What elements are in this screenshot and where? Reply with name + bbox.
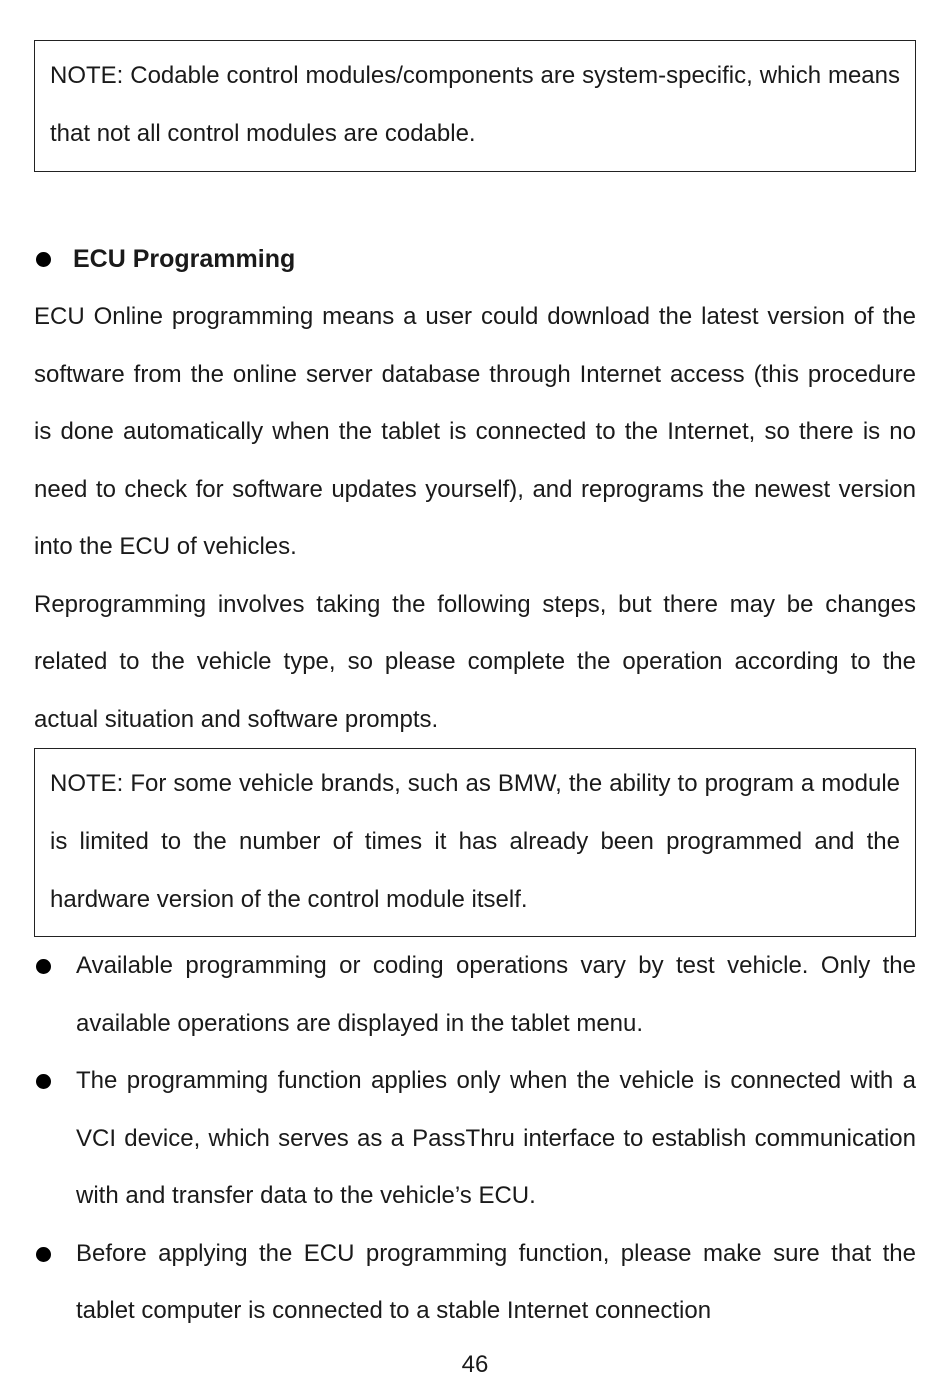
list-item-text: Before applying the ECU programming function, please make sure that the tablet computer is connected to a stable Internet connection — [76, 1239, 916, 1324]
section-heading-text: ECU Programming — [73, 245, 296, 273]
list-item — [34, 1052, 916, 1225]
list-item-text: Available programming or coding operations vary by test vehicle. Only the available operations are displayed in the tablet menu. — [76, 952, 916, 1037]
bullet-dot-icon — [36, 1074, 51, 1089]
list-item — [34, 1225, 916, 1340]
paragraph-reprogramming: Reprogramming involves taking the following steps, but there may be changes related to the vehicle type, so please complete the operation according to the actual situation and software prompts. — [34, 590, 916, 733]
bullet-dot-icon — [36, 959, 51, 974]
list-item — [34, 937, 916, 1052]
bullet-list — [34, 937, 916, 1340]
list-item-text: The programming function applies only when the vehicle is connected with a VCI device, which serves as a PassThru interface to establish communication with and transfer data to the vehicle’s ECU. — [76, 1067, 916, 1209]
paragraph-ecu-online: ECU Online programming means a user could download the latest version of the software from the online server database through Internet access (this procedure is done automatically when the tablet is connected to the Internet, so there is no need to check for software updates yourself), and reprograms the newest version into the ECU of vehicles. — [34, 303, 916, 560]
section-heading — [34, 230, 916, 288]
page-number: 46 — [461, 1351, 489, 1378]
bullet-dot-icon — [36, 1247, 51, 1262]
note-text: NOTE: For some vehicle brands, such as BMW, the ability to program a module is limited to the number of times it has already been programmed and the hardware version of the control module itself. — [50, 770, 900, 913]
page-content — [34, 40, 916, 1340]
note-box-bmw — [34, 748, 916, 937]
bullet-dot-icon — [36, 252, 51, 267]
note-box-codable — [34, 40, 916, 172]
note-text: NOTE: Codable control modules/components are system-specific, which means that not all control modules are codable. — [50, 62, 900, 147]
